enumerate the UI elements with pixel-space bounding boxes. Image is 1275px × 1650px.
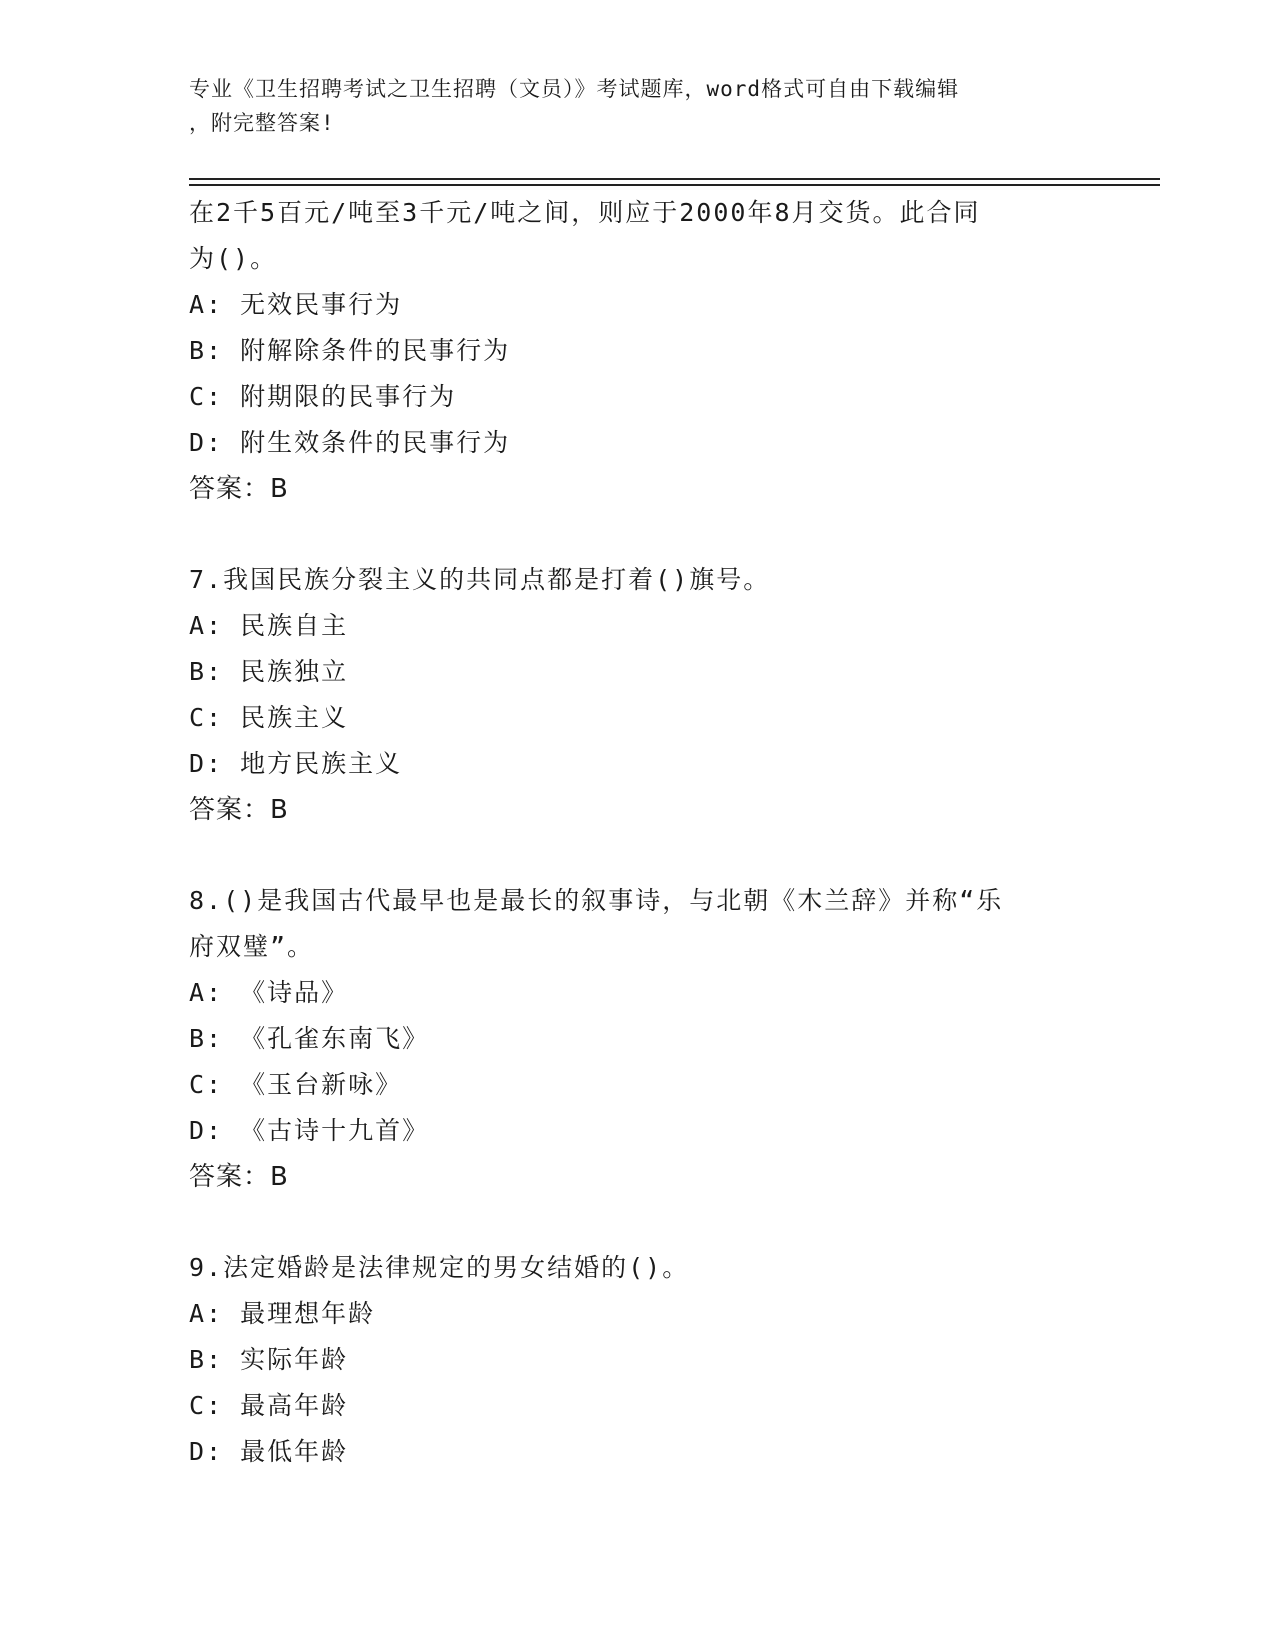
option-d: D: 附生效条件的民事行为 — [189, 428, 511, 457]
option-a: A: 《诗品》 — [189, 978, 349, 1007]
spacer — [189, 833, 1089, 878]
question-stem: 9.法定婚龄是法律规定的男女结婚的()。 — [189, 1253, 690, 1282]
header-line-2: ，附完整答案! — [189, 111, 335, 135]
question-continued — [189, 190, 1089, 512]
question-stem: 为()。 — [189, 244, 278, 273]
option-d: D: 地方民族主义 — [189, 749, 403, 778]
spacer — [189, 512, 1089, 557]
header-divider-top — [189, 178, 1160, 180]
option-b: B: 附解除条件的民事行为 — [189, 336, 511, 365]
document-header — [189, 72, 1089, 140]
header-line-1: 专业《卫生招聘考试之卫生招聘（文员）》考试题库，word格式可自由下载编辑 — [189, 77, 960, 101]
question-stem: 7.我国民族分裂主义的共同点都是打着()旗号。 — [189, 565, 771, 594]
option-a: A: 民族自主 — [189, 611, 349, 640]
question-stem: 在2千5百元/吨至3千元/吨之间，则应于2000年8月交货。此合同 — [189, 198, 981, 227]
spacer — [189, 1200, 1089, 1245]
option-c: C: 《玉台新咏》 — [189, 1070, 403, 1099]
answer: 答案：B — [189, 474, 289, 504]
option-a: A: 最理想年龄 — [189, 1299, 376, 1328]
answer: 答案：B — [189, 1162, 289, 1192]
option-b: B: 实际年龄 — [189, 1345, 349, 1374]
question-list — [189, 190, 1089, 1475]
option-d: D: 最低年龄 — [189, 1437, 349, 1466]
question-stem: 8.()是我国古代最早也是最长的叙事诗，与北朝《木兰辞》并称“乐 — [189, 886, 1004, 915]
option-b: B: 《孔雀东南飞》 — [189, 1024, 430, 1053]
option-d: D: 《古诗十九首》 — [189, 1116, 430, 1145]
question-stem: 府双璧”。 — [189, 932, 315, 961]
option-b: B: 民族独立 — [189, 657, 349, 686]
question-7 — [189, 557, 1089, 833]
option-a: A: 无效民事行为 — [189, 290, 403, 319]
option-c: C: 最高年龄 — [189, 1391, 349, 1420]
question-9 — [189, 1245, 1089, 1475]
header-divider-bottom — [189, 184, 1160, 186]
option-c: C: 民族主义 — [189, 703, 349, 732]
answer: 答案：B — [189, 795, 289, 825]
question-8 — [189, 878, 1089, 1200]
option-c: C: 附期限的民事行为 — [189, 382, 457, 411]
